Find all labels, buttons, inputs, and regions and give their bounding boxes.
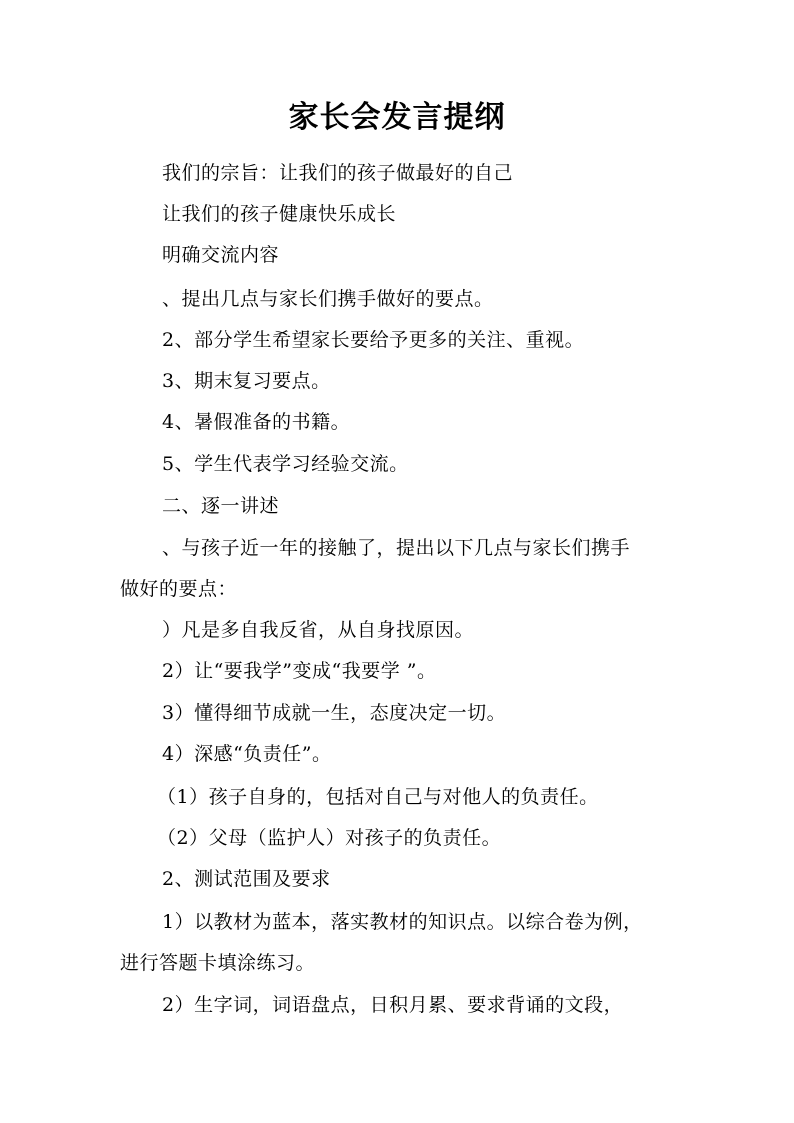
text-line: 二、逐一讲述 <box>162 495 280 517</box>
document-title: 家长会发言提纲 <box>288 100 506 135</box>
text-line: 2、部分学生希望家长要给予更多的关注、重视。 <box>162 329 585 351</box>
text-line: 让我们的孩子健康快乐成长 <box>162 203 397 225</box>
text-line: 5、学生代表学习经验交流。 <box>162 453 409 475</box>
text-line: 、与孩子近一年的接触了，提出以下几点与家长们携手 <box>162 537 631 559</box>
text-line: 进行答题卡填涂练习。 <box>120 952 316 974</box>
text-line: 、提出几点与家长们携手做好的要点。 <box>162 288 494 310</box>
text-line: 2）让“要我学”变成“我要学 ”。 <box>162 660 437 682</box>
text-line: （1）孩子自身的，包括对自己与对他人的负责任。 <box>157 786 599 808</box>
text-line: 做好的要点： <box>120 578 238 600</box>
text-line: 我们的宗旨：让我们的孩子做最好的自己 <box>162 162 514 184</box>
text-line: 4、暑假准备的书籍。 <box>162 411 351 433</box>
text-line: 明确交流内容 <box>162 244 280 266</box>
text-line: 3、期末复习要点。 <box>162 370 331 392</box>
text-line: ）凡是多自我反省，从自身找原因。 <box>162 619 475 641</box>
text-line: 1）以教材为蓝本，落实教材的知识点。以综合卷为例， <box>162 911 643 933</box>
text-line: 4）深感“负责任”。 <box>162 743 332 765</box>
text-line: 3）懂得细节成就一生，态度决定一切。 <box>162 702 507 724</box>
text-line: （2）父母（监护人）对孩子的负责任。 <box>157 827 502 849</box>
text-line: 2、测试范围及要求 <box>162 868 331 890</box>
text-line: 2）生字词，词语盘点，日积月累、要求背诵的文段， <box>162 994 624 1016</box>
